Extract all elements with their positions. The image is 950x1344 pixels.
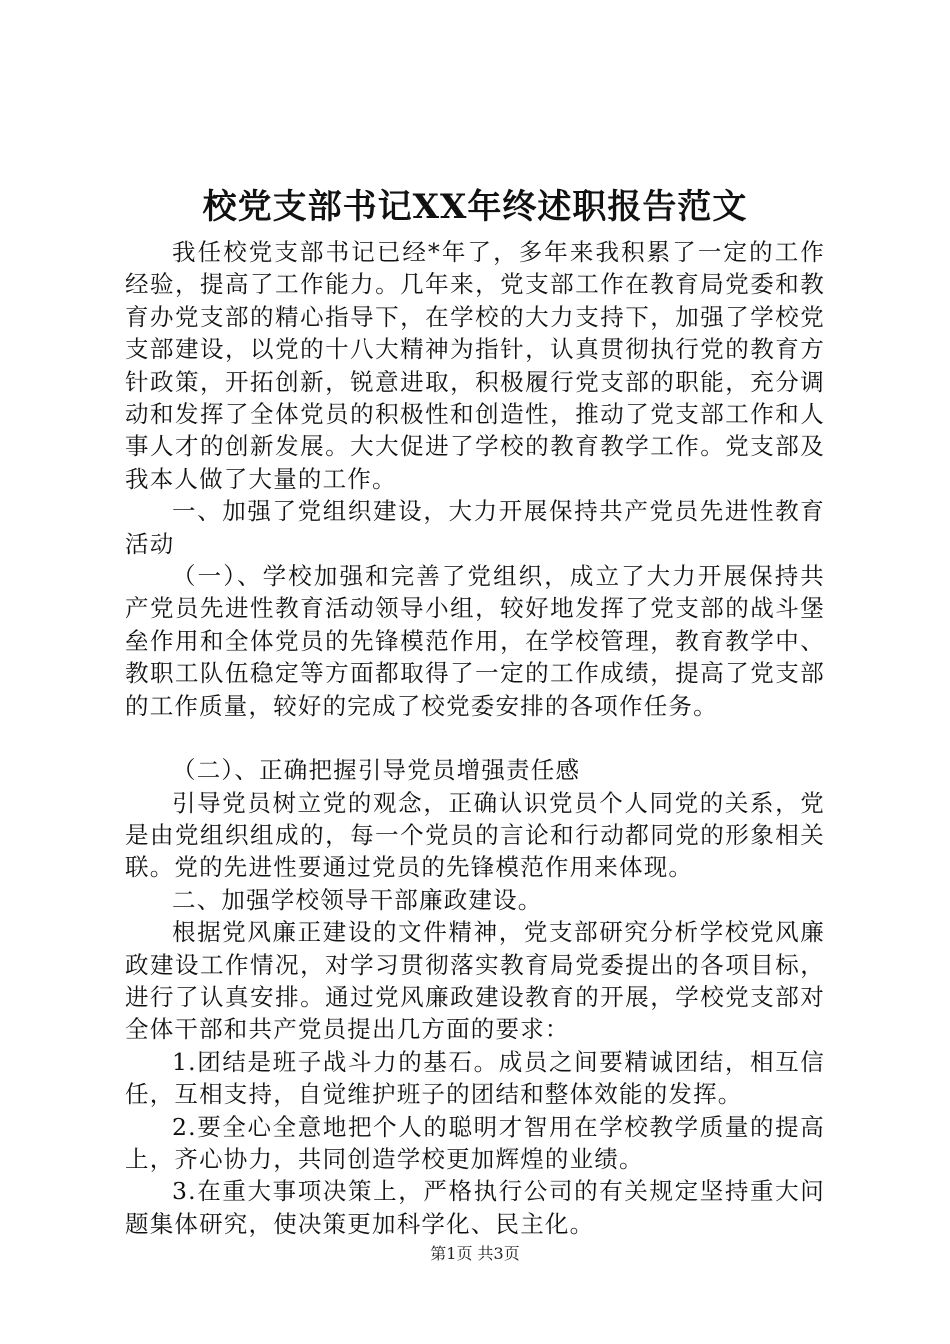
section-2-body: 根据党风廉正建设的文件精神，党支部研究分析学校党风廉政建设工作情况，对学习贯彻落实教育局党委提出的各项目标，进行了认真安排。通过党风廉政建设教育的开展，学校党支部对全体干部和共产党员提出几方面的要求： (125, 918, 825, 1044)
section-heading-1: 一、加强了党组织建设，大力开展保持共产党员先进性教育活动 (125, 497, 825, 558)
subsection-2-body: 引导党员树立党的观念，正确认识党员个人同党的关系，党是由党组织组成的，每一个党员的言论和行动都同党的形象相关联。党的先进性要通过党员的先锋模范作用来体现。 (125, 788, 825, 882)
list-item-2: 2.要全心全意地把个人的聪明才智用在学校教学质量的提高上，齐心协力，共同创造学校更加辉煌的业绩。 (125, 1112, 825, 1173)
page-footer: 第1页 共3页 (430, 1244, 520, 1263)
section-heading-2: 二、加强学校领导干部廉政建设。 (172, 885, 543, 914)
document-body (125, 236, 825, 1240)
list-item-1: 1.团结是班子战斗力的基石。成员之间要精诚团结，相互信任，互相支持，自觉维护班子的团结和整体效能的发挥。 (125, 1047, 825, 1109)
subsection-1: （一）、学校加强和完善了党组织，成立了大力开展保持共产党员先进性教育活动领导小组，较好地发挥了党支部的战斗堡垒作用和全体党员的先锋模范作用，在学校管理，教育教学中、教职工队伍稳定等方面都取得了一定的工作成绩，提高了党支部的工作质量，较好的完成了校党委安排的各项作任务。 (125, 562, 825, 720)
list-item-3: 3.在重大事项决策上，严格执行公司的有关规定坚持重大问题集体研究，使决策更加科学化、民主化。 (125, 1177, 825, 1238)
document-title: 校党支部书记XX年终述职报告范文 (202, 187, 748, 227)
subsection-heading-2: （二）、正确把握引导党员增强责任感 (172, 756, 581, 785)
paragraph-intro: 我任校党支部书记已经*年了，多年来我积累了一定的工作经验，提高了工作能力。几年来，党支部工作在教育局党委和教育办党支部的精心指导下，在学校的大力支持下，加强了学校党支部建设，以党的十八大精神为指针，认真贯彻执行党的教育方针政策，开拓创新，锐意进取，积极履行党支部的职能，充分调动和发挥了全体党员的积极性和创造性，推动了党支部工作和人事人才的创新发展。大大促进了学校的教育教学工作。党支部及我本人做了大量的工作。 (125, 238, 825, 493)
